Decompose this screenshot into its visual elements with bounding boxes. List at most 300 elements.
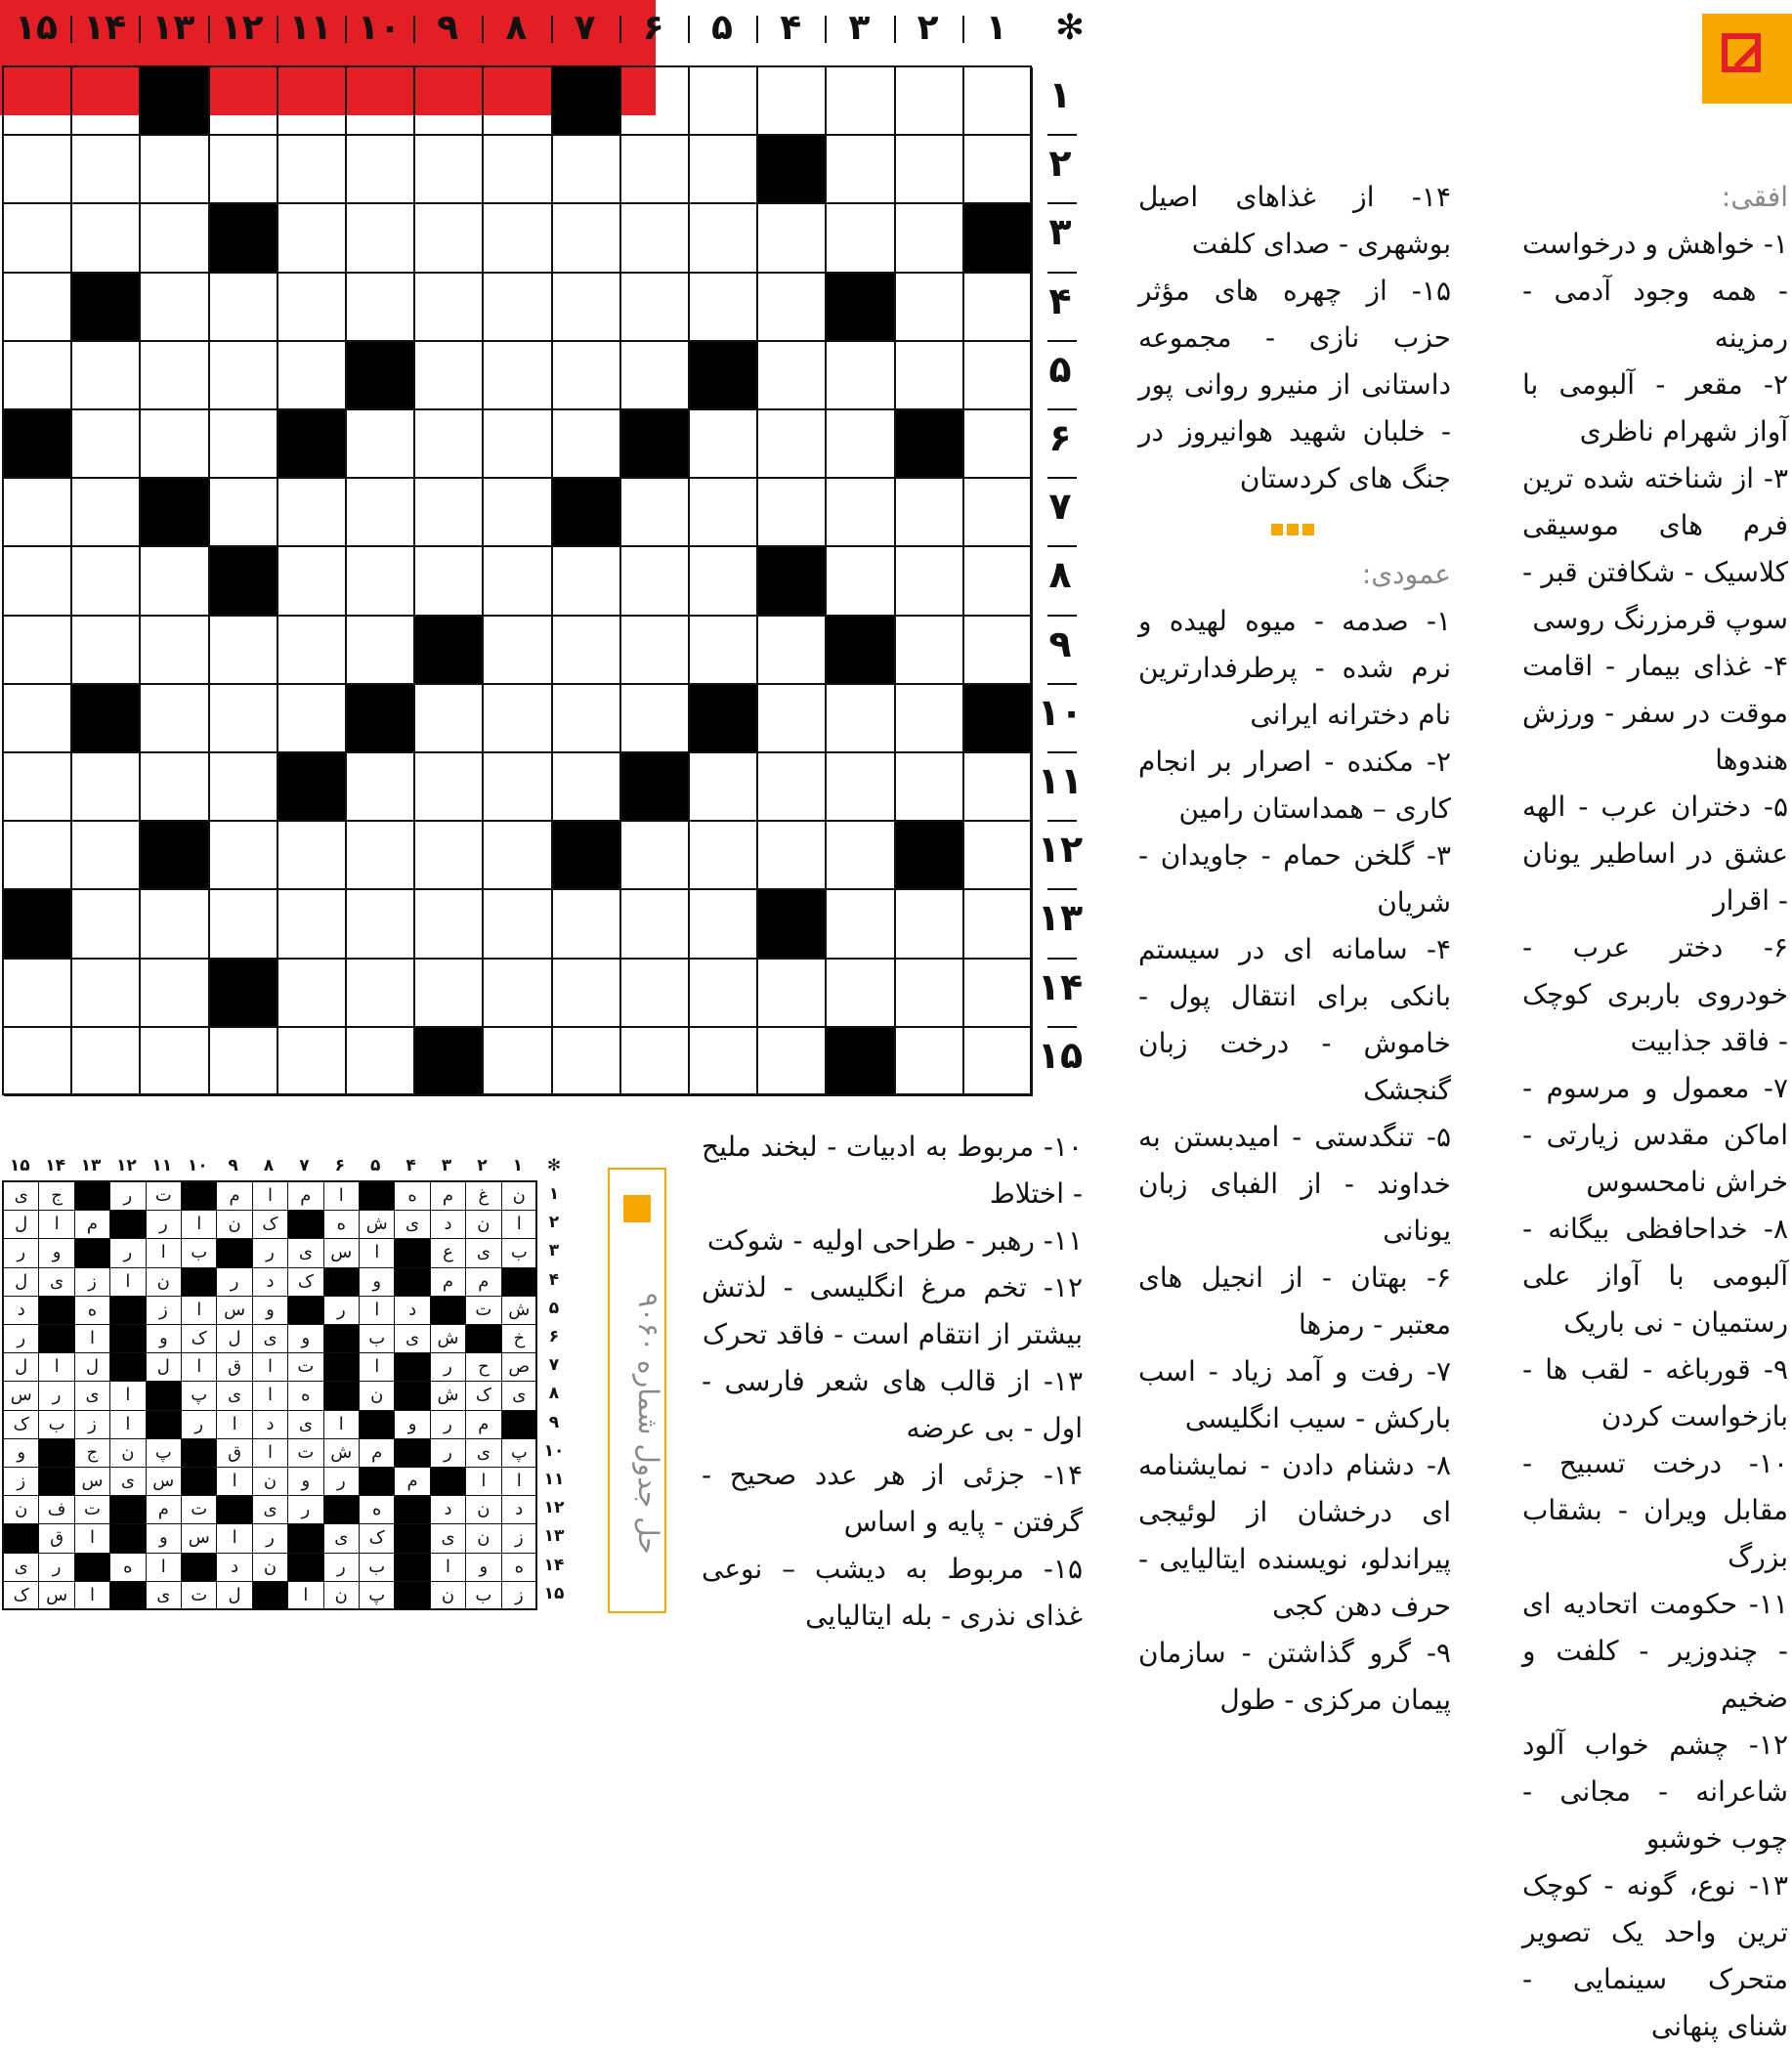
- solution-cell: ت: [288, 1353, 323, 1382]
- solution-cell: ا: [39, 1211, 74, 1239]
- solution-cell: ا: [502, 1211, 537, 1239]
- solution-black-cell: [431, 1297, 466, 1325]
- row-label: ۵: [1048, 347, 1072, 391]
- row-separator: [1047, 408, 1077, 410]
- column-label: ۱۳: [151, 8, 195, 48]
- grid-cell: [210, 342, 278, 410]
- solution-cell: د: [253, 1268, 288, 1297]
- solution-cell: ن: [253, 1554, 288, 1582]
- grid-cell: [141, 685, 209, 753]
- solution-cell: ا: [217, 1411, 252, 1439]
- grid-cell: [964, 890, 1033, 959]
- grid-cell: [415, 547, 484, 616]
- solution-black-cell: [75, 1239, 110, 1267]
- grid-cell: [72, 479, 141, 547]
- grid-cell: [896, 479, 964, 547]
- grid-cell: [278, 342, 347, 410]
- row-separator: [1047, 272, 1077, 274]
- solution-cell: ک: [4, 1582, 39, 1610]
- solution-row-label: ۱۳: [543, 1526, 565, 1547]
- solution-cell: ی: [395, 1325, 430, 1353]
- grid-cell: [141, 274, 209, 342]
- solution-cell: ن: [466, 1211, 501, 1239]
- solution-black-cell: [360, 1182, 395, 1211]
- clue-text: ۱۴- از غذاهای اصیل بوشهری - صدای کلفت: [1138, 181, 1451, 260]
- row-label: ۶: [1048, 416, 1072, 459]
- row-label: ۱۱: [1037, 759, 1084, 802]
- grid-cell: [964, 67, 1033, 136]
- row-separator: [1047, 888, 1077, 890]
- solution-cell: د: [431, 1496, 466, 1524]
- clue-text: ۱۴- جزئی از هر عدد صحیح - گرفتن - پایه و اساس: [702, 1459, 1083, 1538]
- solution-cell: ز: [75, 1268, 110, 1297]
- black-cell: [553, 822, 621, 890]
- black-cell: [72, 274, 141, 342]
- solution-cell: ا: [360, 1239, 395, 1267]
- solution-grid: [2, 1180, 537, 1610]
- grid-cell: [415, 136, 484, 204]
- grid-cell: [964, 410, 1033, 479]
- grid-cell: [896, 960, 964, 1028]
- column-separator: [962, 16, 964, 43]
- solution-cell: ش: [502, 1297, 537, 1325]
- solution-cell: ا: [253, 1353, 288, 1382]
- solution-cell: م: [431, 1182, 466, 1211]
- clue-text: ۱۲- چشم خواب آلود شاعرانه - مجانی - چوب خوشبو: [1522, 1729, 1788, 1855]
- clue-column-bottom: [702, 1124, 1083, 1640]
- solution-column-label: ۱۰: [187, 1156, 208, 1175]
- grid-cell: [72, 617, 141, 685]
- grid-cell: [964, 274, 1033, 342]
- grid-cell: [484, 547, 552, 616]
- clue-text: ۱- صدمه - میوه لهیده و نرم شده - پرطرفدارترین نام دخترانه ایرانی: [1138, 605, 1451, 731]
- solution-column-label: ۱۲: [116, 1156, 137, 1175]
- solution-cell: ن: [110, 1439, 146, 1468]
- solution-cell: و: [147, 1325, 182, 1353]
- grid-cell: [827, 753, 895, 822]
- grid-cell: [827, 136, 895, 204]
- grid-cell: [4, 136, 72, 204]
- grid-cell: [621, 342, 690, 410]
- solution-cell: و: [147, 1524, 182, 1553]
- solution-cell: ا: [110, 1411, 146, 1439]
- solution-cell: س: [217, 1297, 252, 1325]
- column-separator: [70, 16, 72, 43]
- solution-black-cell: [110, 1496, 146, 1524]
- solution-cell: ن: [502, 1182, 537, 1211]
- solution-cell: ب: [360, 1325, 395, 1353]
- grid-cell: [690, 274, 758, 342]
- solution-black-cell: [288, 1297, 323, 1325]
- solution-cell: ل: [75, 1353, 110, 1382]
- grid-cell: [964, 1028, 1033, 1096]
- solution-black-cell: [39, 1325, 74, 1353]
- grid-cell: [690, 67, 758, 136]
- row-separator: [1047, 545, 1077, 547]
- solution-cell: ا: [288, 1582, 323, 1610]
- solution-cell: ب: [502, 1239, 537, 1267]
- solution-cell: م: [75, 1211, 110, 1239]
- solution-cell: س: [147, 1468, 182, 1496]
- solution-cell: ر: [253, 1239, 288, 1267]
- solution-cell: ی: [288, 1239, 323, 1267]
- grid-cell: [553, 547, 621, 616]
- solution-cell: پ: [502, 1439, 537, 1468]
- solution-cell: ر: [4, 1239, 39, 1267]
- grid-cell: [896, 274, 964, 342]
- solution-cell: ی: [466, 1239, 501, 1267]
- grid-cell: [72, 136, 141, 204]
- solution-black-cell: [253, 1582, 288, 1610]
- grid-cell: [964, 479, 1033, 547]
- row-separator: [1047, 820, 1077, 822]
- solution-cell: ه: [502, 1554, 537, 1582]
- grid-cell: [553, 204, 621, 273]
- solution-cell: ا: [324, 1411, 360, 1439]
- solution-cell: ر: [110, 1182, 146, 1211]
- grid-cell: [347, 822, 415, 890]
- grid-cell: [690, 410, 758, 479]
- solution-black-cell: [502, 1411, 537, 1439]
- grid-cell: [278, 204, 347, 273]
- grid-cell: [827, 960, 895, 1028]
- grid-cell: [72, 67, 141, 136]
- black-cell: [690, 342, 758, 410]
- grid-cell: [690, 822, 758, 890]
- solution-black-cell: [182, 1182, 217, 1211]
- solution-black-cell: [395, 1353, 430, 1382]
- solution-cell: و: [288, 1325, 323, 1353]
- solution-cell: م: [466, 1411, 501, 1439]
- grid-cell: [896, 685, 964, 753]
- solution-cell: ف: [39, 1496, 74, 1524]
- solution-black-cell: [182, 1554, 217, 1582]
- grid-cell: [896, 67, 964, 136]
- solution-column-label: ۹: [228, 1156, 238, 1175]
- solution-cell: ل: [217, 1325, 252, 1353]
- solution-cell: ا: [75, 1524, 110, 1553]
- grid-cell: [415, 890, 484, 959]
- grid-cell: [415, 274, 484, 342]
- grid-cell: [964, 547, 1033, 616]
- solution-black-cell: [182, 1439, 217, 1468]
- grid-cell: [415, 410, 484, 479]
- separator-dots: [1138, 502, 1451, 551]
- column-separator: [551, 16, 553, 43]
- black-cell: [278, 753, 347, 822]
- clue-text: ۵- دختران عرب - الهه عشق در اساطیر یونان - اقرار: [1522, 790, 1788, 917]
- solution-cell: ا: [217, 1524, 252, 1553]
- solution-cell: ا: [75, 1582, 110, 1610]
- black-cell: [553, 479, 621, 547]
- grid-cell: [553, 1028, 621, 1096]
- grid-cell: [278, 136, 347, 204]
- solution-cell: ل: [217, 1582, 252, 1610]
- grid-cell: [4, 753, 72, 822]
- grid-cell: [4, 1028, 72, 1096]
- solution-row-label: ۱۵: [543, 1583, 565, 1603]
- grid-cell: [278, 960, 347, 1028]
- solution-black-cell: [147, 1382, 182, 1410]
- solution-cell: ب: [39, 1411, 74, 1439]
- column-label: ۲: [917, 8, 939, 48]
- solution-cell: ش: [324, 1439, 360, 1468]
- grid-cell: [553, 274, 621, 342]
- grid-cell: [72, 822, 141, 890]
- grid-cell: [484, 410, 552, 479]
- solution-cell: ا: [182, 1211, 217, 1239]
- grid-cell: [690, 136, 758, 204]
- solution-black-cell: [324, 1268, 360, 1297]
- grid-cell: [72, 960, 141, 1028]
- grid-cell: [415, 753, 484, 822]
- clue-text: ۱۳- نوع، گونه - کوچک ترین واحد یک تصویر متحرک سینمایی - شنای پنهانی: [1522, 1869, 1788, 2042]
- grid-cell: [690, 204, 758, 273]
- solution-cell: ر: [39, 1382, 74, 1410]
- column-separator: [345, 16, 347, 43]
- grid-cell: [415, 960, 484, 1028]
- grid-cell: [484, 67, 552, 136]
- clue-text: ۸- دشنام دادن - نمایشنامه ای درخشان از لوئیجی پیراندلو، نویسنده ایتالیایی - حرف دهن کجی: [1138, 1449, 1451, 1622]
- solution-cell: ب: [360, 1554, 395, 1582]
- solution-cell: ر: [217, 1268, 252, 1297]
- solution-cell: ی: [39, 1268, 74, 1297]
- grid-cell: [210, 822, 278, 890]
- solution-black-cell: [288, 1554, 323, 1582]
- row-label: ۱۵: [1037, 1033, 1084, 1077]
- solution-cell: ت: [75, 1496, 110, 1524]
- solution-cell: ا: [253, 1182, 288, 1211]
- black-cell: [621, 753, 690, 822]
- grid-cell: [347, 479, 415, 547]
- solution-black-cell: [431, 1468, 466, 1496]
- black-cell: [827, 274, 895, 342]
- grid-cell: [484, 685, 552, 753]
- grid-cell: [758, 617, 827, 685]
- solution-cell: ح: [466, 1353, 501, 1382]
- clue-text: ۸- خداحافظی بیگانه - آلبومی با آواز علی رستمیان - نی باریک: [1522, 1213, 1788, 1339]
- solution-black-cell: [217, 1239, 252, 1267]
- grid-cell: [896, 136, 964, 204]
- row-label: ۴: [1048, 278, 1072, 322]
- solution-black-cell: [110, 1211, 146, 1239]
- solution-column-label: ۳: [441, 1156, 452, 1175]
- solution-black-cell: [466, 1325, 501, 1353]
- black-cell: [758, 547, 827, 616]
- grid-cell: [210, 479, 278, 547]
- grid-cell: [690, 960, 758, 1028]
- solution-column-label: ۶: [334, 1156, 345, 1175]
- solution-row-label: ۱۲: [543, 1498, 565, 1518]
- grid-cell: [72, 547, 141, 616]
- grid-cell: [72, 342, 141, 410]
- grid-cell: [758, 753, 827, 822]
- solution-cell: ک: [4, 1411, 39, 1439]
- solution-cell: و: [39, 1239, 74, 1267]
- solution-black-cell: [502, 1268, 537, 1297]
- row-label: ۱۰: [1037, 690, 1084, 734]
- grid-cell: [758, 685, 827, 753]
- clue-text: ۳- گلخن حمام - جاویدان - شریان: [1138, 839, 1451, 918]
- grid-cell: [621, 960, 690, 1028]
- grid-cell: [141, 410, 209, 479]
- grid-cell: [964, 822, 1033, 890]
- clue-text: ۱۳- از قالب های شعر فارسی - اول - بی عرضه: [702, 1365, 1083, 1444]
- column-separator: [208, 16, 210, 43]
- grid-cell: [141, 342, 209, 410]
- grid-cell: [621, 822, 690, 890]
- grid-cell: [141, 204, 209, 273]
- solution-row-label: ۱۱: [543, 1470, 565, 1489]
- solution-cell: م: [431, 1268, 466, 1297]
- grid-cell: [758, 410, 827, 479]
- grid-cell: [347, 274, 415, 342]
- solution-cell: ش: [431, 1325, 466, 1353]
- solution-cell: پ: [182, 1382, 217, 1410]
- grid-cell: [210, 67, 278, 136]
- grid-cell: [758, 67, 827, 136]
- grid-cell: [621, 204, 690, 273]
- solution-cell: ا: [110, 1268, 146, 1297]
- solution-cell: ی: [466, 1439, 501, 1468]
- solution-cell: و: [288, 1468, 323, 1496]
- grid-cell: [484, 960, 552, 1028]
- grid-cell: [621, 547, 690, 616]
- solution-cell: ر: [110, 1239, 146, 1267]
- row-separator: [1047, 958, 1077, 960]
- row-label: ۲: [1048, 142, 1072, 186]
- solution-cell: ی: [217, 1382, 252, 1410]
- grid-cell: [141, 136, 209, 204]
- solution-cell: ن: [4, 1496, 39, 1524]
- grid-cell: [141, 547, 209, 616]
- column-separator: [139, 16, 141, 43]
- solution-column-label: ۱۳: [80, 1156, 102, 1175]
- solution-cell: ی: [4, 1554, 39, 1582]
- solution-row-label: ۲: [548, 1213, 560, 1233]
- grid-cell: [827, 204, 895, 273]
- solution-cell: و: [466, 1554, 501, 1582]
- column-label: ۱: [985, 8, 1007, 48]
- solution-cell: ر: [4, 1325, 39, 1353]
- grid-cell: [347, 410, 415, 479]
- solution-black-cell: [395, 1439, 430, 1468]
- solution-cell: د: [217, 1554, 252, 1582]
- solution-cell: ل: [4, 1268, 39, 1297]
- column-separator: [277, 16, 278, 43]
- grid-cell: [690, 547, 758, 616]
- grid-cell: [141, 753, 209, 822]
- grid-cell: [4, 67, 72, 136]
- solution-row-label: ۹: [548, 1412, 560, 1432]
- grid-cell: [415, 685, 484, 753]
- grid-cell: [553, 685, 621, 753]
- solution-cell: س: [39, 1582, 74, 1610]
- grid-cell: [278, 479, 347, 547]
- row-separator: [1047, 751, 1077, 753]
- solution-cell: ز: [4, 1468, 39, 1496]
- black-cell: [72, 685, 141, 753]
- grid-cell: [72, 753, 141, 822]
- solution-cell: ش: [360, 1211, 395, 1239]
- grid-cell: [827, 342, 895, 410]
- solution-cell: ت: [182, 1582, 217, 1610]
- grid-cell: [553, 342, 621, 410]
- grid-cell: [827, 890, 895, 959]
- row-label: ۹: [1048, 621, 1072, 665]
- grid-cell: [4, 960, 72, 1028]
- solution-row-label: ۶: [548, 1327, 560, 1346]
- grid-cell: [278, 1028, 347, 1096]
- black-cell: [4, 410, 72, 479]
- solution-cell: ک: [253, 1211, 288, 1239]
- grid-cell: [210, 685, 278, 753]
- solution-row-label: ۵: [548, 1298, 560, 1318]
- row-label: ۷: [1048, 485, 1072, 529]
- solution-cell: و: [360, 1268, 395, 1297]
- grid-cell: [415, 342, 484, 410]
- solution-cell: ر: [431, 1411, 466, 1439]
- puzzle-title: جدول ۹۰۶۱: [1437, 29, 1636, 77]
- black-cell: [964, 204, 1033, 273]
- grid-cell: [690, 617, 758, 685]
- solution-black-cell: [395, 1496, 430, 1524]
- clue-column-middle: [1138, 174, 1451, 1724]
- solution-cell: ب: [182, 1239, 217, 1267]
- grid-cell: [896, 890, 964, 959]
- clue-text: ۵- تنگدستی - امیدبستن به خداوند - از الفبای زبان یونانی: [1138, 1121, 1451, 1247]
- black-cell: [210, 547, 278, 616]
- clue-text: ۲- مکنده - اصرار بر انجام کاری – همداستان رامین: [1138, 746, 1451, 825]
- solution-cell: د: [253, 1411, 288, 1439]
- grid-cell: [4, 685, 72, 753]
- row-separator: [1047, 134, 1077, 136]
- grid-cell: [484, 1028, 552, 1096]
- clue-text: ۶- دختر عرب - خودروی باربری کوچک - فاقد جذابیت: [1522, 931, 1788, 1057]
- solution-cell: س: [4, 1382, 39, 1410]
- solution-black-cell: [395, 1524, 430, 1553]
- solution-row-label: ۷: [548, 1355, 560, 1376]
- solution-black-cell: [39, 1468, 74, 1496]
- solution-cell: ت: [182, 1496, 217, 1524]
- solution-black-cell: [395, 1239, 430, 1267]
- column-separator: [619, 16, 621, 43]
- solution-black-cell: [182, 1468, 217, 1496]
- solution-cell: ه: [110, 1554, 146, 1582]
- solution-cell: س: [182, 1524, 217, 1553]
- solution-cell: ن: [466, 1496, 501, 1524]
- solution-logo-icon: [623, 1195, 651, 1222]
- clue-text: ۱۵- مربوط به دیشب – نوعی غذای نذری - بله ایتالیایی: [702, 1553, 1083, 1632]
- crossword-grid: [2, 65, 1032, 1095]
- grid-cell: [484, 890, 552, 959]
- grid-cell: [758, 960, 827, 1028]
- grid-cell: [72, 204, 141, 273]
- grid-cell: [758, 204, 827, 273]
- solution-column-label: ۷: [299, 1156, 310, 1175]
- grid-cell: [553, 617, 621, 685]
- column-label: ۱۴: [83, 8, 127, 48]
- grid-cell: [278, 617, 347, 685]
- solution-black-cell: [39, 1297, 74, 1325]
- solution-cell: ا: [75, 1325, 110, 1353]
- black-cell: [210, 960, 278, 1028]
- solution-black-cell: [395, 1582, 430, 1610]
- solution-black-cell: [147, 1411, 182, 1439]
- solution-cell: ی: [4, 1182, 39, 1211]
- clue-text: ۹- گرو گذاشتن - سازمان پیمان مرکزی - طول: [1138, 1637, 1451, 1716]
- column-label: ۵: [711, 8, 733, 48]
